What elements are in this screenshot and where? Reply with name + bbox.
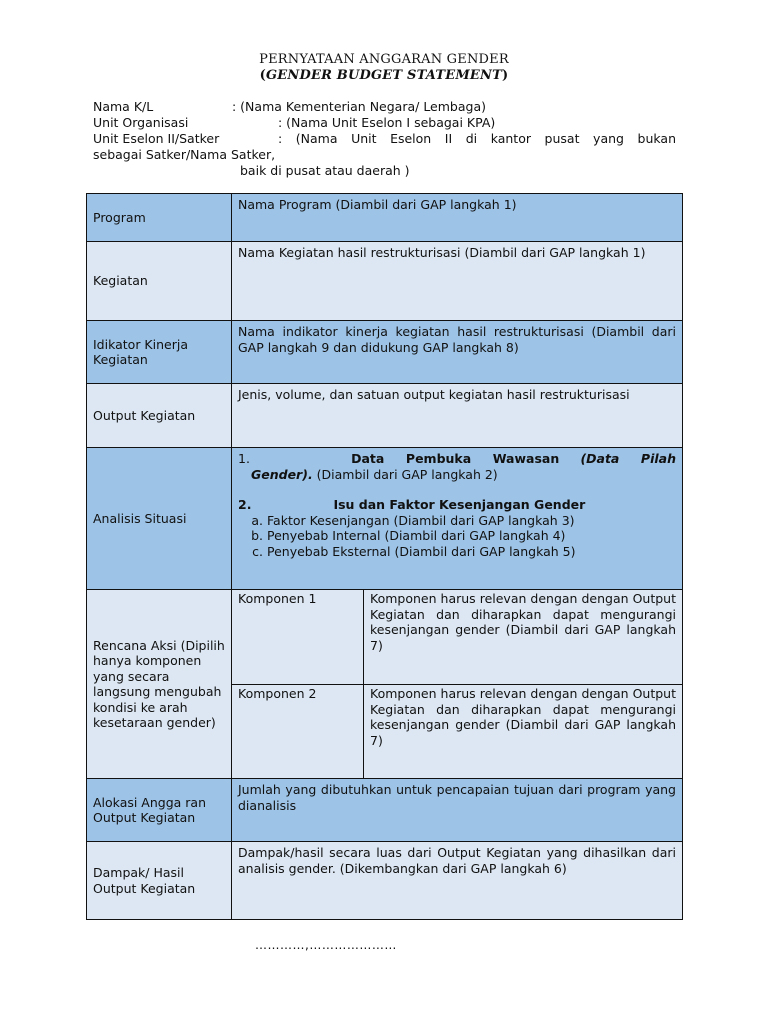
program-label: Program <box>93 209 146 225</box>
dampak-value: Dampak/hasil secara luas dari Output Kegiatan yang dihasilkan dari analisis gender. (Dikembangkan dari GAP langkah 6) <box>238 845 676 876</box>
komponen-2-name-cell <box>232 685 364 779</box>
alokasi-label-cell <box>87 779 232 842</box>
indikator-value-cell <box>232 321 682 384</box>
indikator-label-cell <box>87 321 232 384</box>
meta-row-unit-eselon <box>93 131 676 147</box>
kegiatan-value-cell <box>232 242 682 321</box>
meta-row-unit-organisasi <box>93 115 676 131</box>
meta-block <box>93 99 676 179</box>
program-value-cell <box>232 194 682 242</box>
analisis-value-cell <box>232 448 682 590</box>
program-label-cell <box>87 194 232 242</box>
output-value: Jenis, volume, dan satuan output kegiatan hasil restrukturisasi <box>238 387 630 402</box>
meta-value: : (Nama Unit Eselon II di kantor pusat yang bukan <box>278 131 676 146</box>
output-value-cell <box>232 384 682 448</box>
meta-value: : (Nama Unit Eselon I sebagai KPA) <box>278 115 496 130</box>
list-item: c. Penyebab Eksternal (Diambil dari GAP langkah 5) <box>267 544 676 560</box>
indikator-label: Idikator Kinerja Kegiatan <box>93 336 188 367</box>
meta-label: Unit Eselon II/Satker <box>93 131 220 146</box>
analisis-label-cell <box>87 448 232 590</box>
komponen-name: Komponen 2 <box>238 686 317 701</box>
kegiatan-value: Nama Kegiatan hasil restrukturisasi (Diambil dari GAP langkah 1) <box>238 245 646 260</box>
komponen-2-desc-cell <box>364 685 682 779</box>
alokasi-label: Alokasi Angga ran Output Kegiatan <box>93 794 207 825</box>
analisis-item-2: 2. Isu dan Faktor Kesenjangan Gender <box>238 497 586 512</box>
list-item: a. Faktor Kesenjangan (Diambil dari GAP langkah 3) <box>267 513 676 529</box>
meta-label: Nama K/L <box>93 99 154 114</box>
komponen-1-name-cell <box>232 590 364 685</box>
meta-row-continuation <box>93 163 676 179</box>
rencana-label-cell <box>87 590 232 779</box>
analisis-subitems <box>238 513 676 560</box>
kegiatan-label: Kegiatan <box>93 273 148 289</box>
alokasi-value: Jumlah yang dibutuhkan untuk pencapaian tujuan dari program yang dianalisis <box>238 782 676 813</box>
meta-value: : (Nama Kementerian Negara/ Lembaga) <box>232 99 486 114</box>
dampak-label-cell <box>87 842 232 919</box>
analisis-item-1-cont: Gender). (Diambil dari GAP langkah 2) <box>251 466 498 482</box>
meta-label: Unit Organisasi <box>93 115 189 130</box>
komponen-desc: Komponen harus relevan dengan dengan Output Kegiatan dan diharapkan dapat mengurangi kesenjangan gender (Diambil dari GAP langkah 7) <box>370 686 676 748</box>
document-title: PERNYATAAN ANGGARAN GENDER <box>259 52 509 67</box>
list-item: b. Penyebab Internal (Diambil dari GAP langkah 4) <box>267 528 676 544</box>
dampak-value-cell <box>232 842 682 919</box>
rencana-label: Rencana Aksi (Dipilih hanya komponen yang secara langsung mengubah kondisi ke arah kesetaraan gender) <box>93 637 225 730</box>
gender-budget-table <box>86 193 683 920</box>
place-date-line: …………,………………… <box>255 938 397 952</box>
dampak-label: Dampak/ Hasil Output Kegiatan <box>93 865 196 896</box>
meta-row-nama-kl <box>93 99 676 115</box>
document-subtitle: (GENDER BUDGET STATEMENT) <box>259 68 509 83</box>
program-value: Nama Program (Diambil dari GAP langkah 1) <box>238 197 517 212</box>
kegiatan-label-cell <box>87 242 232 321</box>
alokasi-value-cell <box>232 779 682 842</box>
komponen-name: Komponen 1 <box>238 591 317 606</box>
analisis-item-1: 1. Data Pembuka Wawasan (Data Pilah <box>238 451 676 466</box>
output-label: Output Kegiatan <box>93 407 196 423</box>
indikator-value: Nama indikator kinerja kegiatan hasil restrukturisasi (Diambil dari GAP langkah 9 dan didukung GAP langkah 8) <box>238 324 676 355</box>
output-label-cell <box>87 384 232 448</box>
komponen-1-desc-cell <box>364 590 682 685</box>
komponen-desc: Komponen harus relevan dengan dengan Output Kegiatan dan diharapkan dapat mengurangi kesenjangan gender (Diambil dari GAP langkah 7) <box>370 591 676 653</box>
meta-row-continuation <box>93 147 676 163</box>
analisis-label: Analisis Situasi <box>93 510 187 526</box>
meta-value: baik di pusat atau daerah ) <box>240 163 410 178</box>
meta-value: sebagai Satker/Nama Satker, <box>93 147 276 162</box>
